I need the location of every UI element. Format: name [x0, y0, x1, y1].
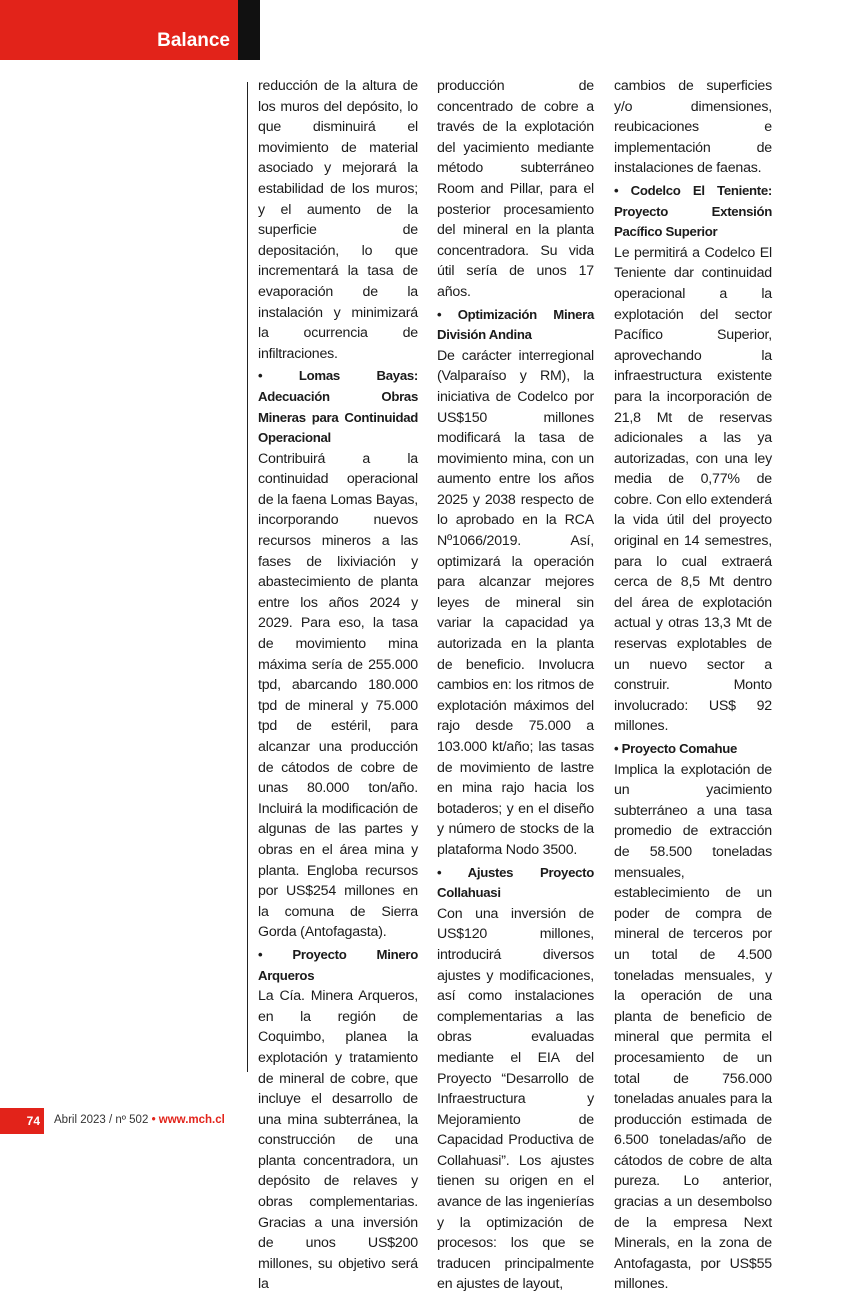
paragraph: Con una inversión de US$120 millones, introducirá diversos ajustes y modificaciones, así como instalaciones complementarias a las obras evaluadas mediante el EIA del Proyecto “Desarrollo de Infraestructura y Mejoramiento de Capacidad Productiva de Collahuasi”. Los ajustes tienen su origen en el avance de las ingenierías y la optimización de procesos: los que se traducen principalmente en ajustes de layout, — [437, 905, 594, 1293]
section-title: Balance — [157, 30, 230, 51]
section-heading: • Codelco El Teniente: Proyecto Extensión Pacífico Superior — [614, 182, 772, 240]
paragraph: Implica la explotación de un yacimiento subterráneo a una tasa promedio de extracción de 58.500 toneladas mensuales, establecimiento de un poder de compra de mineral de terceros por un total de 4.500 toneladas mensuales, y la operación de una planta de beneficio de mineral que permita el procesamiento de un total de 756.000 toneladas anuales para la producción estimada de 6.500 toneladas/año de cátodos de cobre de alta pureza. Lo anterior, gracias a un desembolso de la empresa Next Minerals, en la zona de Antofagasta, por US$55 millones. — [614, 761, 772, 1293]
issue-date: Abril 2023 / nº 502 — [54, 1114, 149, 1126]
header-accent-bar — [238, 0, 260, 60]
paragraph: producción de concentrado de cobre a través de la explotación del yacimiento mediante método subterráneo Room and Pillar, para el posterior procesamiento del mineral en la planta concentradora. Su vida útil sería de unos 17 años. — [437, 78, 594, 300]
paragraph: La Cía. Minera Arqueros, en la región de Coquimbo, planea la explotación y tratamiento de mineral de cobre, que incluye el desarrollo de una mina subterránea, la construcción de una planta concentradora, un depósito de relaves y obras complementarias. Gracias a una inversión de unos US$200 millones, su objetivo será la — [258, 988, 418, 1293]
paragraph: Contribuirá a la continuidad operacional de la faena Lomas Bayas, incorporando nuevos recursos mineros a las fases de lixiviación y abastecimiento de planta entre los años 2024 y 2029. Para eso, la tasa de movimiento mina máxima sería de 255.000 tpd, abarcando 180.000 tpd de mineral y 75.000 tpd de estéril, para alcanzar una producción de cátodos de cobre de unas 80.000 ton/año. Incluirá la modificación de algunas de las partes y obras en el área mina y planta. Engloba recursos por US$254 millones en la comuna de Sierra Gorda (Antofagasta). — [258, 450, 418, 941]
website-link[interactable]: www.mch.cl — [158, 1114, 225, 1126]
paragraph: De carácter interregional (Valparaíso y RM), la iniciativa de Codelco por US$150 millones modificará la tasa de movimiento mina, con un aumento entre los años 2025 y 2038 respecto de lo aprobado en la RCA Nº1066/2019. Así, optimizará la operación para alcanzar mejores leyes de mineral sin variar la capacidad ya autorizada en la planta de beneficio. Involucra cambios en: los ritmos de explotación máximos del rajo desde 75.000 a 103.000 kt/año; las tasas de movimiento de lastre en mina rajo hacia los botaderos; y en el diseño y número de stocks de la plataforma Nodo 3500. — [437, 347, 594, 858]
section-heading: • Lomas Bayas: Adecuación Obras Mineras para Continuidad Operacional — [258, 368, 418, 446]
section-heading: • Proyecto Minero Arqueros — [258, 946, 418, 983]
section-heading: • Optimización Minera División Andina — [437, 306, 594, 343]
issue-info — [54, 1114, 225, 1126]
paragraph: Le permitirá a Codelco El Teniente dar continuidad operacional a la explotación del sector Pacífico Superior, aprovechando la infraestructura existente para la incorporación de 21,8 Mt de reservas adicionales a las ya autorizadas, con una ley media de 0,77% de cobre. Con ello extenderá la vida útil del proyecto original en 14 semestres, para lo cual extraerá cerca de 8,5 Mt dentro del área de explotación actual y otras 13,3 Mt de reservas explotables de un nuevo sector a construir. Monto involucrado: US$ 92 millones. — [614, 244, 772, 735]
section-heading: • Ajustes Proyecto Collahuasi — [437, 864, 594, 901]
page-footer — [0, 1108, 850, 1138]
footer-separator: • — [151, 1114, 156, 1126]
section-heading: • Proyecto Comahue — [614, 741, 738, 756]
page-number: 74 — [0, 1108, 44, 1134]
paragraph: cambios de superficies y/o dimensiones, reubicaciones e implementación de instalaciones de faenas. — [614, 78, 772, 177]
section-header-tab — [0, 0, 238, 60]
column-divider — [247, 82, 248, 1072]
paragraph: reducción de la altura de los muros del depósito, lo que disminuirá el movimiento de material asociado y mejorará la estabilidad de los muros; y el aumento de la superficie de depositación, lo que incrementará la tasa de evaporación de la instalación y minimizará la ocurrencia de infiltraciones. — [258, 78, 418, 362]
